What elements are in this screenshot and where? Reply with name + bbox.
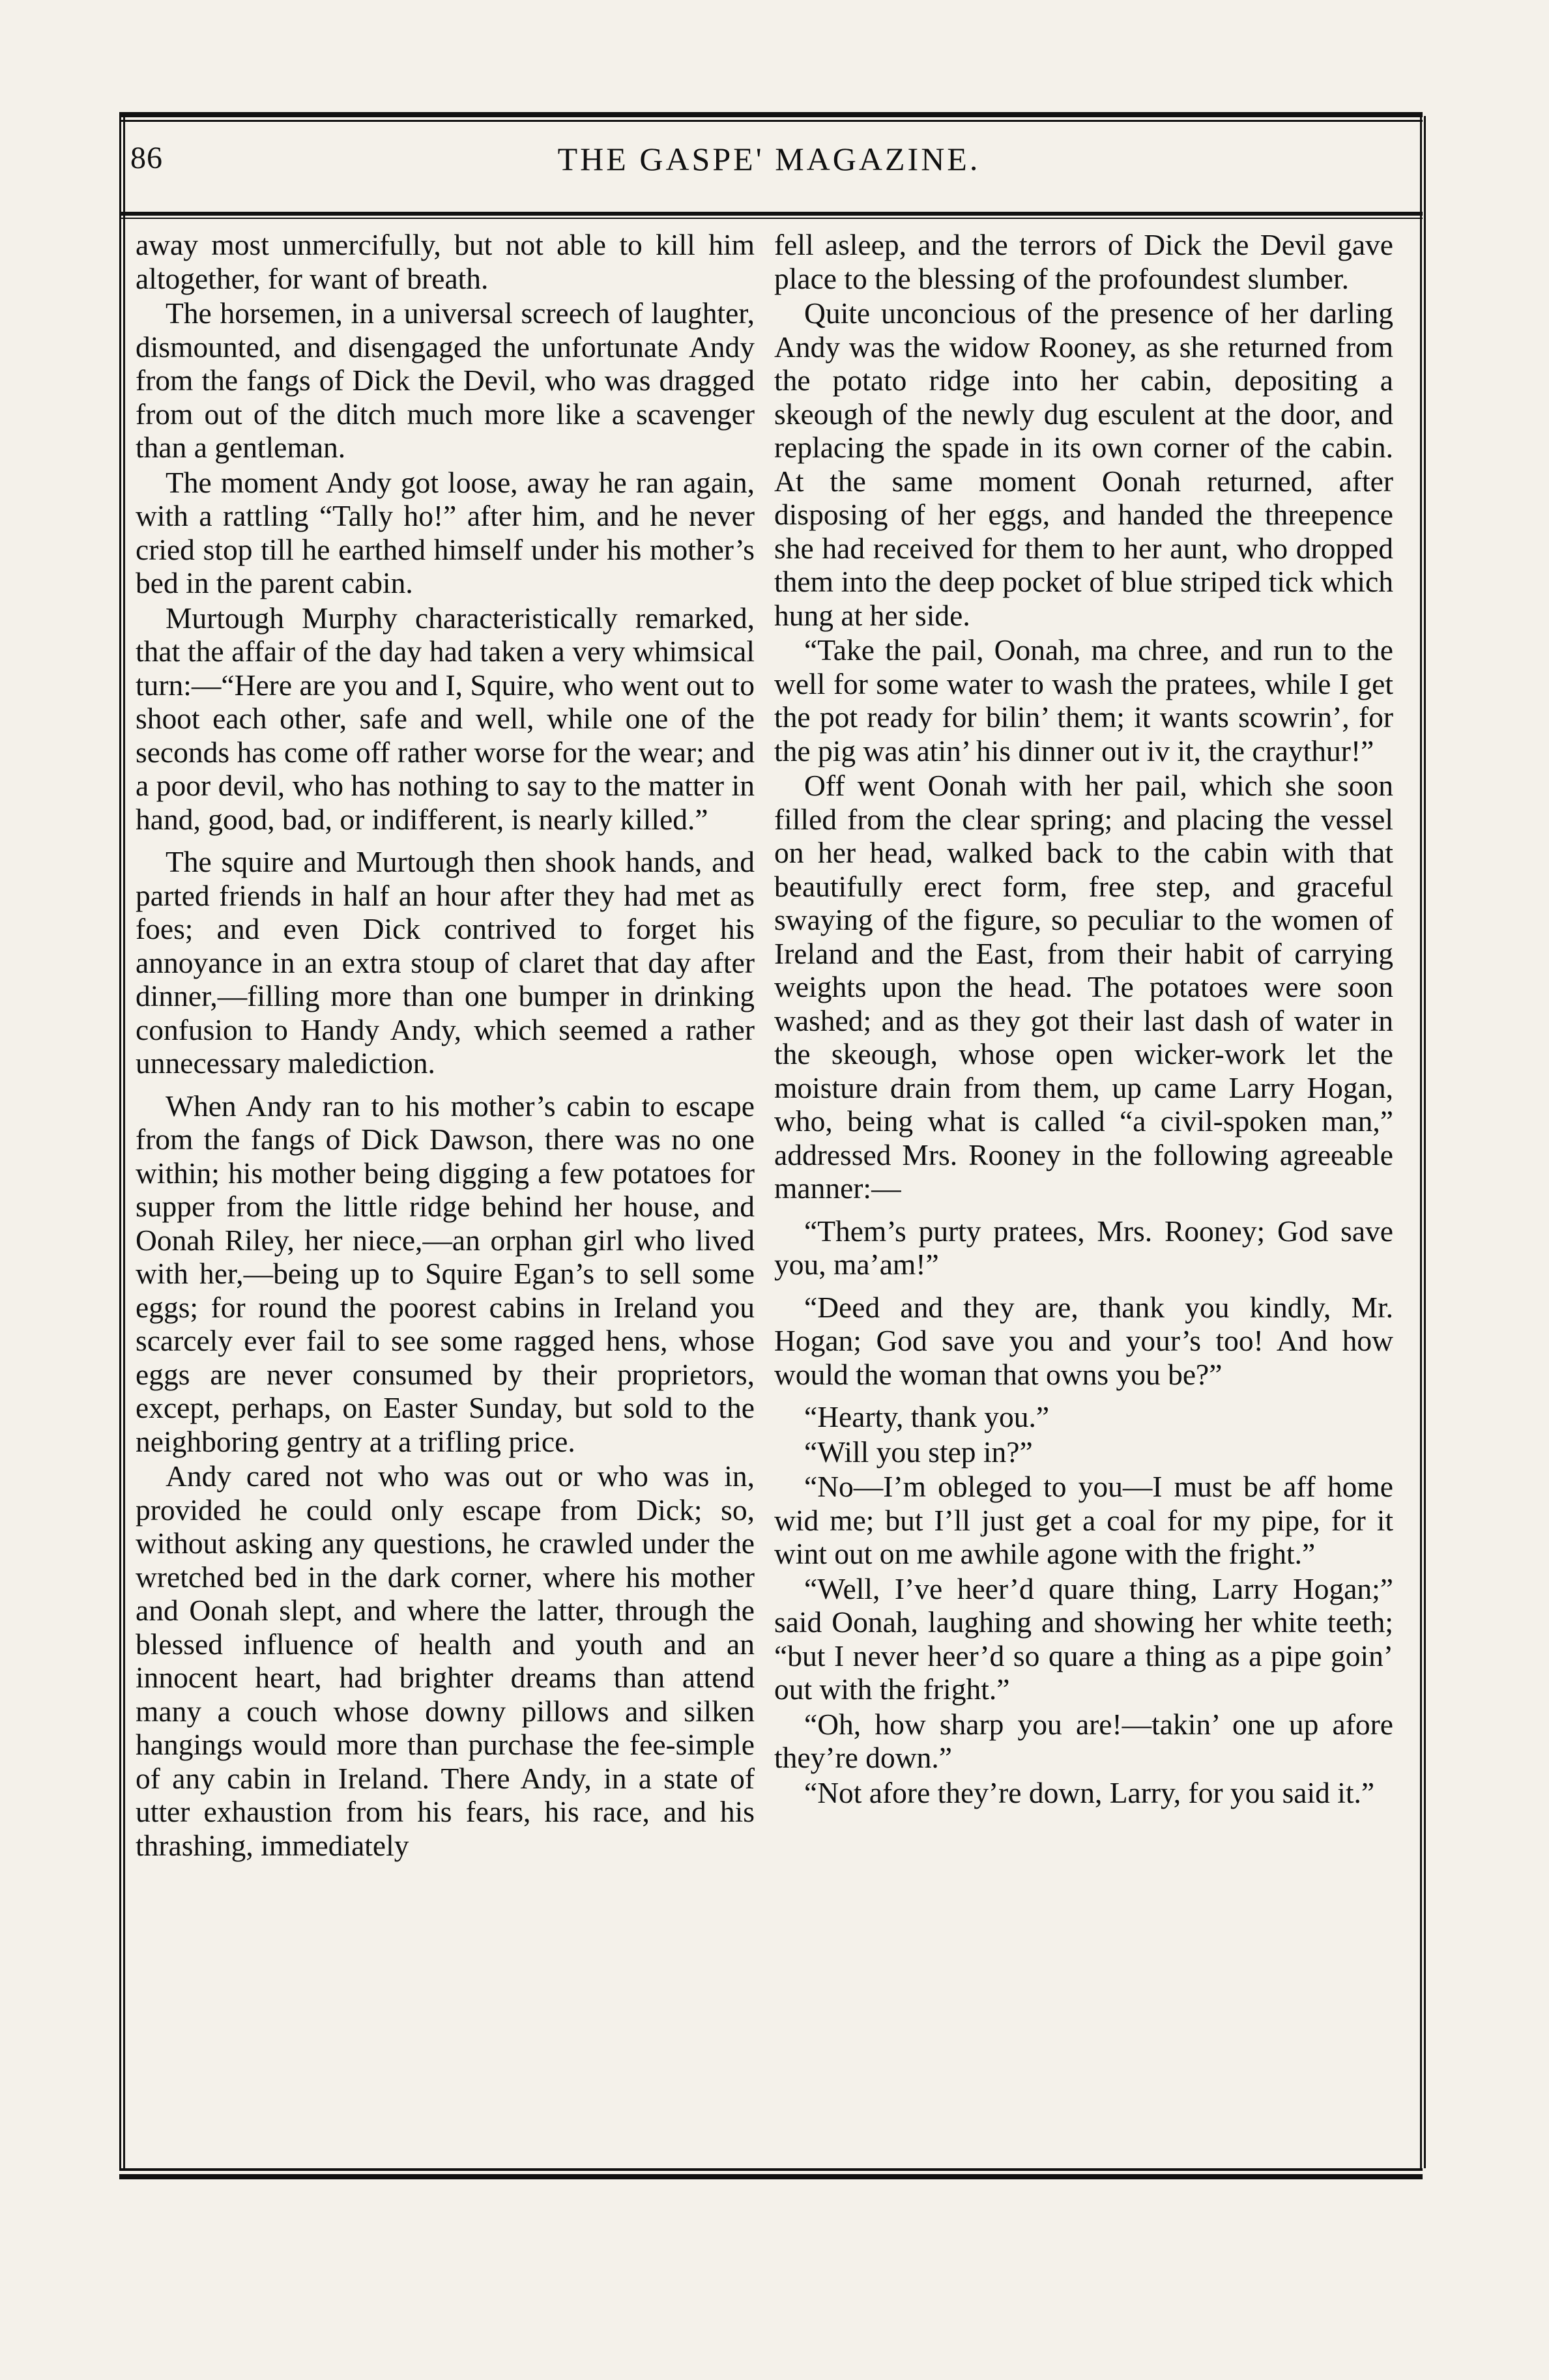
page-header	[130, 140, 1408, 199]
paragraph: When Andy ran to his mother’s cabin to escape from the fangs of Dick Dawson, there was no one within; his mother being digging a few potatoes for supper from the little ridge behind her house, and Oonah Riley, her niece,—an orphan girl who lived with her,—being up to Squire Egan’s to sell some eggs; for round the poorest cabins in Ireland you scarcely ever fail to see some ragged hens, whose eggs are never consumed by their proprietors, except, perhaps, on Easter Sunday, but sold to the neighboring gentry at a trifling price.	[136, 1089, 755, 1458]
paragraph: “Take the pail, Oonah, ma chree, and run to the well for some water to wash the pratees, while I get the pot ready for bilin’ them; it wants scowrin’, for the pig was atin’ his dinner out iv it, the craythur!”	[774, 633, 1393, 767]
page-number: 86	[130, 141, 163, 175]
paragraph: “Deed and they are, thank you kindly, Mr. Hogan; God save you and your’s too! And how would the woman that owns you be?”	[774, 1290, 1393, 1391]
bottom-rule-thin	[119, 2168, 1423, 2171]
paragraph: Murtough Murphy characteristically remarked, that the affair of the day had taken a very whimsical turn:—“Here are you and I, Squire, who went out to shoot each other, safe and well, while one of the seconds has come off rather worse for the wear; and a poor devil, who has nothing to say to the matter in hand, good, bad, or indifferent, is nearly killed.”	[136, 601, 755, 836]
running-title: THE GASPE' MAGAZINE.	[557, 141, 981, 177]
left-column	[136, 228, 755, 2157]
paragraph: “Well, I’ve heer’d quare thing, Larry Hogan;” said Oonah, laughing and showing her white teeth; “but I never heer’d so quare a thing as a pipe goin’ out with the fright.”	[774, 1571, 1393, 1706]
paragraph: “Hearty, thank you.”	[804, 1400, 1050, 1433]
paragraph: Andy cared not who was out or who was in, provided he could only escape from Dick; so, without asking any questions, he crawled under the wretched bed in the dark corner, where his mother and Oonah slept, and where the latter, through the blessed influence of health and youth and an innocent heart, had brighter dreams than attend many a couch whose downy pillows and silken hangings would more than purchase the fee-simple of any cabin in Ireland. There Andy, in a state of utter exhaustion from his fears, his race, and his thrashing, immediately	[136, 1459, 755, 1862]
paragraph: The squire and Murtough then shook hands, and parted friends in half an hour after they had met as foes; and even Dick contrived to forget his annoyance in an extra stoup of claret that day after dinner,—filling more than one bumper in drinking confusion to Handy Andy, which seemed a rather unnecessary malediction.	[136, 845, 755, 1080]
right-column	[774, 228, 1393, 2157]
paragraph: fell asleep, and the terrors of Dick the Devil gave place to the blessing of the profoundest slumber.	[774, 228, 1393, 295]
header-rule	[119, 212, 1423, 216]
bottom-rule	[119, 2174, 1423, 2179]
paragraph: Quite unconcious of the presence of her darling Andy was the widow Rooney, as she returned from the potato ridge into her cabin, depositing a skeough of the newly dug esculent at the door, and replacing the spade in its own corner of the cabin. At the same moment Oonah returned, after disposing of her eggs, and handed the threepence she had received for them to her aunt, who dropped them into the deep pocket of blue striped tick which hung at her side.	[774, 296, 1393, 632]
paragraph: “No—I’m obleged to you—I must be aff home wid me; but I’ll just get a coal for my pipe, for it wint out on me awhile agone with the fright.”	[774, 1470, 1393, 1570]
paragraph: The horsemen, in a universal screech of laughter, dismounted, and disengaged the unfortunate Andy from the fangs of Dick the Devil, who was dragged from out of the ditch much more like a scavenger than a gentleman.	[136, 296, 755, 464]
paragraph: “Not afore they’re down, Larry, for you said it.”	[804, 1775, 1375, 1809]
paragraph: “Them’s purty pratees, Mrs. Rooney; God save you, ma’am!”	[774, 1214, 1393, 1281]
paragraph: The moment Andy got loose, away he ran again, with a rattling “Tally ho!” after him, and he never cried stop till he earthed himself under his mother’s bed in the parent cabin.	[136, 465, 755, 599]
header-rule-thin	[119, 218, 1423, 219]
paragraph: “Oh, how sharp you are!—takin’ one up afore they’re down.”	[774, 1707, 1393, 1774]
paragraph: Off went Oonah with her pail, which she soon filled from the clear spring; and placing the vessel on her head, walked back to the cabin with that beautifully erect form, free step, and graceful swaying of the figure, so peculiar to the women of Ireland and the East, from their habit of carrying weights upon the head. The potatoes were soon washed; and as they got their last dash of water in the skeough, whose open wicker-work let the moisture drain from them, up came Larry Hogan, who, being what is called “a civil-spoken man,” addressed Mrs. Rooney in the following agreeable manner:—	[774, 769, 1393, 1205]
paragraph: away most unmercifully, but not able to kill him altogether, for want of breath.	[136, 228, 755, 295]
paragraph: “Will you step in?”	[804, 1435, 1033, 1469]
